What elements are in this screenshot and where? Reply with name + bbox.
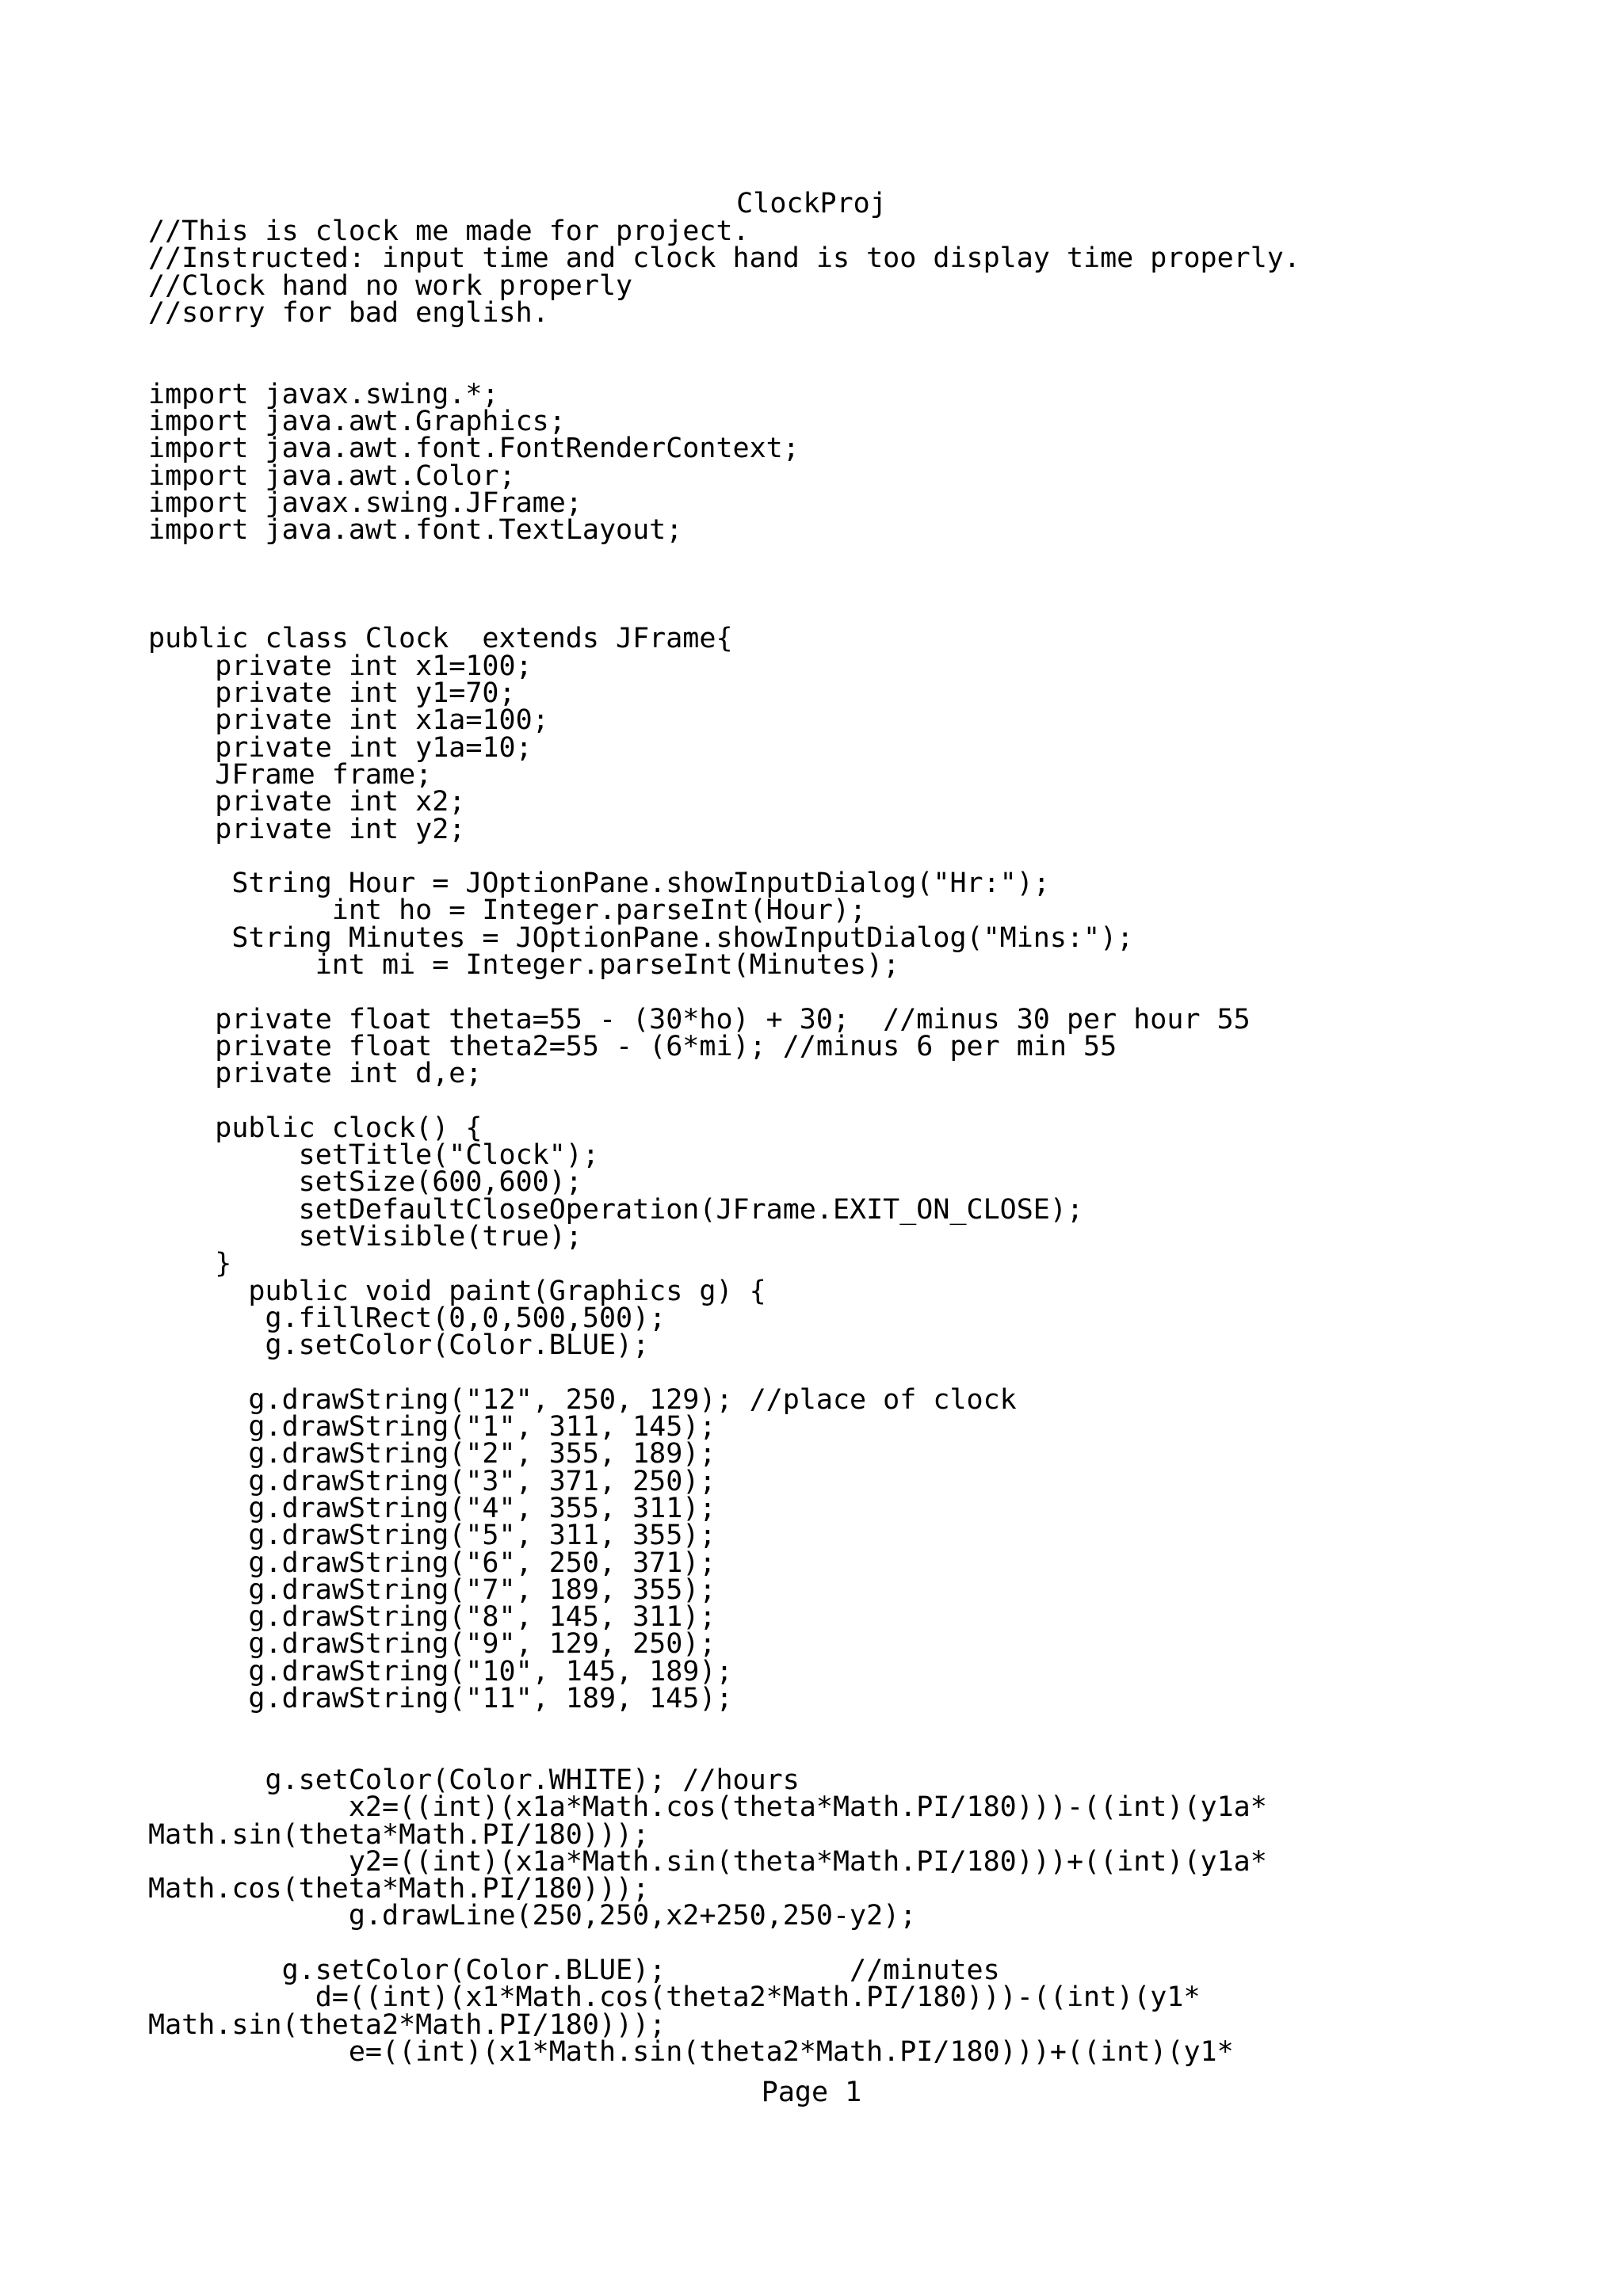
code-line <box>148 843 1300 870</box>
code-line <box>148 1088 1300 1115</box>
code-line: private float theta=55 - (30*ho) + 30; //minus 30 per hour 55 <box>148 1003 1251 1035</box>
code-line: public clock() { <box>148 1112 483 1144</box>
code-line: String Minutes = JOptionPane.showInputDialog("Mins:"); <box>148 921 1134 954</box>
code-line: public class Clock extends JFrame{ <box>148 623 733 655</box>
code-line: Math.sin(theta2*Math.PI/180))); <box>148 2008 666 2041</box>
document-title: ClockProj <box>736 188 887 219</box>
code-line: int ho = Integer.parseInt(Hour); <box>148 894 867 927</box>
code-line: g.drawString("3", 371, 250); <box>148 1465 716 1497</box>
code-line: g.drawString("5", 311, 355); <box>148 1520 716 1552</box>
code-line: g.drawString("10", 145, 189); <box>148 1655 733 1688</box>
code-line: private int y2; <box>148 813 466 845</box>
code-line: JFrame frame; <box>148 758 433 791</box>
code-line: g.drawString("7", 189, 355); <box>148 1573 716 1606</box>
code-line: g.drawString("8", 145, 311); <box>148 1601 716 1634</box>
code-line: g.drawString("4", 355, 311); <box>148 1492 716 1524</box>
code-line: g.setColor(Color.BLUE); <box>148 1329 650 1362</box>
code-line <box>148 326 1300 353</box>
code-line: setTitle("Clock"); <box>148 1139 599 1172</box>
code-line: import java.awt.Color; <box>148 460 516 492</box>
code-line: setSize(600,600); <box>148 1166 582 1199</box>
code-line: int mi = Integer.parseInt(Minutes); <box>148 949 900 982</box>
code-line: private int d,e; <box>148 1058 483 1090</box>
code-line: } <box>148 1248 232 1280</box>
code-line <box>148 1930 1300 1957</box>
code-line: private int x1a=100; <box>148 704 549 737</box>
code-line: private int x1=100; <box>148 650 533 682</box>
code-line: g.drawLine(250,250,x2+250,250-y2); <box>148 1900 917 1932</box>
code-line: g.drawString("9", 129, 250); <box>148 1628 716 1661</box>
code-line: private float theta2=55 - (6*mi); //minus 6 per min 55 <box>148 1030 1117 1062</box>
code-line: g.drawString("11", 189, 145); <box>148 1683 733 1715</box>
code-line: g.drawString("6", 250, 371); <box>148 1547 716 1579</box>
code-line <box>148 1740 1300 1767</box>
code-line: //Clock hand no work properly <box>148 269 633 302</box>
code-line: g.fillRect(0,0,500,500); <box>148 1302 666 1334</box>
code-listing <box>148 215 1300 2068</box>
code-line: import java.awt.font.TextLayout; <box>148 514 683 547</box>
code-line <box>148 598 1300 625</box>
code-line: Math.cos(theta*Math.PI/180))); <box>148 1873 650 1905</box>
code-line <box>148 544 1300 571</box>
code-line: //This is clock me made for project. <box>148 215 750 247</box>
code-line: g.drawString("1", 311, 145); <box>148 1411 716 1444</box>
code-line: import java.awt.font.FontRenderContext; <box>148 433 800 465</box>
code-line: private int x2; <box>148 786 466 818</box>
code-line: g.drawString("2", 355, 189); <box>148 1438 716 1470</box>
code-line: import javax.swing.JFrame; <box>148 486 582 519</box>
code-line <box>148 353 1300 380</box>
code-line: setVisible(true); <box>148 1220 582 1253</box>
code-line <box>148 571 1300 598</box>
code-line: y2=((int)(x1a*Math.sin(theta*Math.PI/180)))+((int)(y1a* <box>148 1845 1267 1878</box>
page-number-footer: Page 1 <box>761 2077 862 2108</box>
code-line: String Hour = JOptionPane.showInputDialog("Hr:"); <box>148 868 1050 900</box>
code-line <box>148 1712 1300 1739</box>
code-line: import java.awt.Graphics; <box>148 406 566 438</box>
code-line: setDefaultCloseOperation(JFrame.EXIT_ON_CLOSE); <box>148 1193 1084 1226</box>
code-line: e=((int)(x1*Math.sin(theta2*Math.PI/180)))+((int)(y1* <box>148 2035 1234 2068</box>
code-line: private int y1a=10; <box>148 731 533 764</box>
code-line: d=((int)(x1*Math.cos(theta2*Math.PI/180)))-((int)(y1* <box>148 1981 1201 2014</box>
code-line: //Instructed: input time and clock hand is too display time properly. <box>148 242 1300 275</box>
code-line: g.setColor(Color.WHITE); //hours <box>148 1764 800 1796</box>
code-line: g.setColor(Color.BLUE); //minutes <box>148 1955 1000 1986</box>
code-line: g.drawString("12", 250, 129); //place of clock <box>148 1383 1017 1416</box>
code-line: Math.sin(theta*Math.PI/180))); <box>148 1818 650 1851</box>
code-line: public void paint(Graphics g) { <box>148 1275 766 1307</box>
code-line: import javax.swing.*; <box>148 378 499 410</box>
code-line: x2=((int)(x1a*Math.cos(theta*Math.PI/180)))-((int)(y1a* <box>148 1791 1267 1824</box>
code-line: private int y1=70; <box>148 677 516 710</box>
code-line: //sorry for bad english. <box>148 296 549 329</box>
code-line <box>148 978 1300 1005</box>
code-line <box>148 1359 1300 1386</box>
